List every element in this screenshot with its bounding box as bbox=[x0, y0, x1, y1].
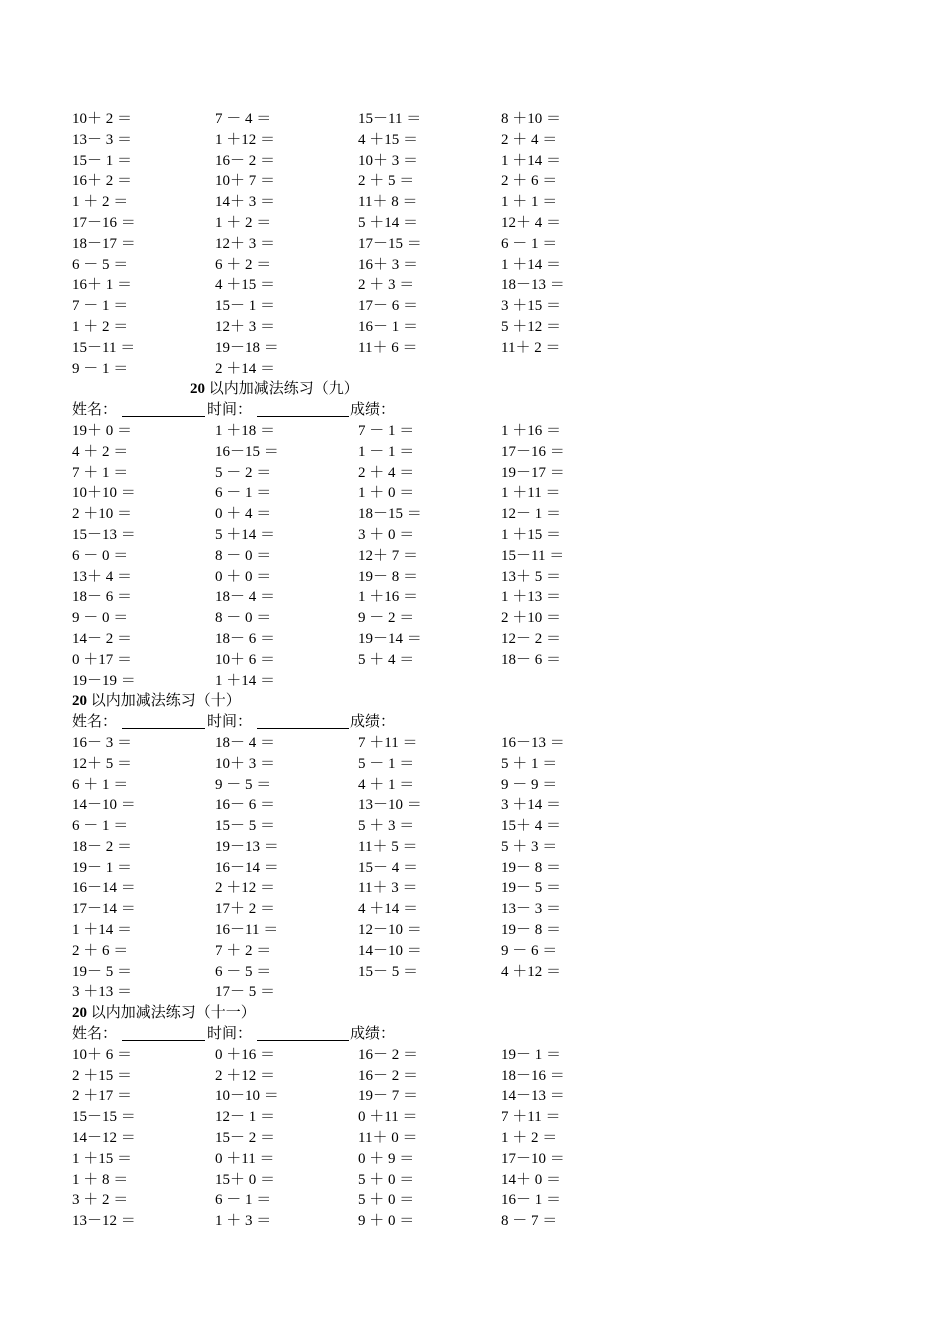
problem-cell: 15－15 ＝ bbox=[72, 1109, 136, 1126]
problem-cell: 15－ 1 ＝ bbox=[72, 152, 133, 169]
problem-row bbox=[72, 1107, 672, 1128]
problem-cell: 2 ＋12 ＝ bbox=[215, 1067, 276, 1084]
problem-cell: 2 ＋10 ＝ bbox=[72, 506, 133, 523]
problem-row bbox=[72, 130, 672, 151]
problem-row bbox=[72, 608, 672, 629]
worksheet-page bbox=[72, 109, 672, 1232]
problem-cell: 16＋ 2 ＝ bbox=[72, 173, 133, 190]
problem-cell: 19－ 5 ＝ bbox=[501, 880, 562, 897]
problem-cell: 17－16 ＝ bbox=[501, 443, 565, 460]
problem-cell: 18－16 ＝ bbox=[501, 1067, 565, 1084]
problem-cell: 5 ＋14 ＝ bbox=[215, 526, 276, 543]
problem-cell: 2 ＋17 ＝ bbox=[72, 1088, 133, 1105]
problem-cell: 1 ＋15 ＝ bbox=[501, 526, 562, 543]
exercise-title bbox=[72, 1003, 672, 1024]
time-label: 时间： bbox=[207, 1026, 253, 1043]
problem-cell: 18－ 2 ＝ bbox=[72, 838, 133, 855]
problem-cell: 15－ 4 ＝ bbox=[358, 859, 419, 876]
problem-row bbox=[72, 421, 672, 442]
problem-cell: 16＋ 3 ＝ bbox=[358, 256, 419, 273]
exercise-block-10 bbox=[72, 691, 672, 1003]
problem-cell: 1 ＋12 ＝ bbox=[215, 131, 276, 148]
problem-cell: 12＋ 7 ＝ bbox=[358, 547, 419, 564]
problem-cell: 18－ 4 ＝ bbox=[215, 734, 276, 751]
problem-row bbox=[72, 775, 672, 796]
problem-cell: 1 ＋14 ＝ bbox=[215, 672, 276, 689]
problem-cell: 7 ＋11 ＝ bbox=[358, 734, 418, 751]
problem-cell: 14－12 ＝ bbox=[72, 1130, 136, 1147]
problem-cell: 6 － 0 ＝ bbox=[72, 547, 129, 564]
problem-cell: 12＋ 3 ＝ bbox=[215, 235, 276, 252]
problem-cell: 18－ 6 ＝ bbox=[215, 630, 276, 647]
problem-row bbox=[72, 192, 672, 213]
problem-cell: 14－10 ＝ bbox=[358, 942, 422, 959]
problem-row bbox=[72, 359, 672, 380]
problem-cell: 10＋ 6 ＝ bbox=[215, 651, 276, 668]
problem-cell: 6 ＋ 2 ＝ bbox=[215, 256, 272, 273]
problem-cell: 14－13 ＝ bbox=[501, 1088, 565, 1105]
problem-cell: 17－15 ＝ bbox=[358, 235, 422, 252]
problem-cell: 2 ＋ 5 ＝ bbox=[358, 173, 415, 190]
problem-cell: 1 ＋ 2 ＝ bbox=[501, 1130, 558, 1147]
problem-cell: 19－ 1 ＝ bbox=[501, 1046, 562, 1063]
title-number: 20 bbox=[190, 381, 205, 398]
problem-cell: 16－ 6 ＝ bbox=[215, 797, 276, 814]
problem-cell: 19＋ 0 ＝ bbox=[72, 422, 133, 439]
problem-cell: 13＋ 5 ＝ bbox=[501, 568, 562, 585]
problem-cell: 19－ 7 ＝ bbox=[358, 1088, 419, 1105]
problem-cell: 11＋ 8 ＝ bbox=[358, 194, 418, 211]
problem-row bbox=[72, 858, 672, 879]
problem-row bbox=[72, 338, 672, 359]
problem-cell: 8 ＋10 ＝ bbox=[501, 111, 562, 127]
name-label: 姓名： bbox=[72, 1026, 118, 1043]
problem-cell: 5 ＋ 4 ＝ bbox=[358, 651, 415, 668]
problem-row bbox=[72, 546, 672, 567]
time-blank[interactable] bbox=[257, 1024, 349, 1041]
problem-cell: 16－ 2 ＝ bbox=[215, 152, 276, 169]
name-blank[interactable] bbox=[122, 400, 205, 417]
problem-cell: 12－ 2 ＝ bbox=[501, 630, 562, 647]
problem-cell: 1 ＋14 ＝ bbox=[501, 152, 562, 169]
problem-cell: 4 ＋15 ＝ bbox=[215, 277, 276, 294]
problem-row bbox=[72, 1128, 672, 1149]
problem-cell: 12－ 1 ＝ bbox=[215, 1109, 276, 1126]
problem-cell: 17－14 ＝ bbox=[72, 901, 136, 918]
problem-cell: 3 ＋15 ＝ bbox=[501, 298, 562, 315]
problem-cell: 18－ 6 ＝ bbox=[501, 651, 562, 668]
problem-cell: 2 ＋ 6 ＝ bbox=[501, 173, 558, 190]
problem-row bbox=[72, 587, 672, 608]
problem-cell: 9 － 5 ＝ bbox=[215, 776, 272, 793]
problem-cell: 15－ 1 ＝ bbox=[215, 298, 276, 315]
problem-cell: 17－ 5 ＝ bbox=[215, 984, 276, 1001]
problem-cell: 16－11 ＝ bbox=[215, 922, 279, 939]
exercise-title bbox=[72, 691, 672, 712]
problem-cell: 16－14 ＝ bbox=[72, 880, 136, 897]
problem-row bbox=[72, 671, 672, 692]
problem-row bbox=[72, 567, 672, 588]
problem-cell: 0 ＋17 ＝ bbox=[72, 651, 133, 668]
problem-cell: 11＋ 2 ＝ bbox=[501, 339, 561, 356]
exercise-title bbox=[72, 379, 672, 400]
title-text: 以内加减法练习（十） bbox=[90, 693, 241, 710]
problem-cell: 15－ 5 ＝ bbox=[215, 818, 276, 835]
problem-cell: 0 ＋16 ＝ bbox=[215, 1046, 276, 1063]
problem-cell: 16－13 ＝ bbox=[501, 734, 565, 751]
problem-cell: 17－16 ＝ bbox=[72, 214, 136, 231]
problem-cell: 1 ＋14 ＝ bbox=[501, 256, 562, 273]
problem-cell: 1 ＋15 ＝ bbox=[72, 1150, 133, 1167]
problem-cell: 10＋ 3 ＝ bbox=[358, 152, 419, 169]
problem-cell: 19－17 ＝ bbox=[501, 464, 565, 481]
name-blank[interactable] bbox=[122, 1024, 205, 1041]
problem-cell: 18－13 ＝ bbox=[501, 277, 565, 294]
problem-cell: 12－ 1 ＝ bbox=[501, 506, 562, 523]
problem-cell: 19－ 5 ＝ bbox=[72, 963, 133, 980]
name-label: 姓名： bbox=[72, 714, 118, 731]
problem-row bbox=[72, 941, 672, 962]
problem-cell: 2 ＋ 6 ＝ bbox=[72, 942, 129, 959]
problem-cell: 7 － 1 ＝ bbox=[358, 422, 415, 439]
problem-cell: 0 ＋11 ＝ bbox=[215, 1150, 275, 1167]
problem-cell: 2 ＋ 4 ＝ bbox=[358, 464, 415, 481]
problem-cell: 13－12 ＝ bbox=[72, 1213, 136, 1230]
problem-cell: 19－19 ＝ bbox=[72, 672, 136, 689]
problem-cell: 1 ＋ 2 ＝ bbox=[72, 318, 129, 335]
problem-cell: 16－14 ＝ bbox=[215, 859, 279, 876]
problem-row bbox=[72, 1211, 672, 1232]
problem-row bbox=[72, 442, 672, 463]
problem-cell: 9 － 1 ＝ bbox=[72, 360, 129, 377]
problem-row bbox=[72, 1045, 672, 1066]
problem-cell: 3 ＋ 0 ＝ bbox=[358, 526, 415, 543]
problem-row bbox=[72, 1149, 672, 1170]
problem-cell: 7 － 1 ＝ bbox=[72, 298, 129, 315]
problem-cell: 1 ＋ 8 ＝ bbox=[72, 1171, 129, 1188]
problem-row bbox=[72, 171, 672, 192]
problem-row bbox=[72, 816, 672, 837]
problem-cell: 16－ 3 ＝ bbox=[72, 734, 133, 751]
problem-row bbox=[72, 733, 672, 754]
problem-cell: 1 ＋18 ＝ bbox=[215, 422, 276, 439]
time-blank[interactable] bbox=[257, 400, 349, 417]
problem-cell: 5 ＋ 3 ＝ bbox=[358, 818, 415, 835]
problem-cell: 2 ＋15 ＝ bbox=[72, 1067, 133, 1084]
problem-row bbox=[72, 275, 672, 296]
problem-row bbox=[72, 317, 672, 338]
problem-cell: 10＋ 7 ＝ bbox=[215, 173, 276, 190]
problem-cell: 19－13 ＝ bbox=[215, 838, 279, 855]
problem-cell: 9 － 6 ＝ bbox=[501, 942, 558, 959]
problem-cell: 7 － 4 ＝ bbox=[215, 111, 272, 127]
problem-cell: 13－ 3 ＝ bbox=[72, 131, 133, 148]
title-number: 20 bbox=[72, 693, 87, 710]
problem-cell: 10＋ 6 ＝ bbox=[72, 1046, 133, 1063]
student-info-row bbox=[72, 400, 672, 421]
problem-cell: 1 ＋ 0 ＝ bbox=[358, 485, 415, 502]
problem-cell: 14－ 2 ＝ bbox=[72, 630, 133, 647]
problem-cell: 14＋ 3 ＝ bbox=[215, 194, 276, 211]
problem-row bbox=[72, 878, 672, 899]
problem-cell: 3 ＋ 2 ＝ bbox=[72, 1192, 129, 1209]
problem-cell: 9 － 2 ＝ bbox=[358, 610, 415, 627]
problem-cell: 1 ＋ 3 ＝ bbox=[215, 1213, 272, 1230]
problem-cell: 6 － 1 ＝ bbox=[215, 1192, 272, 1209]
problem-cell: 19－14 ＝ bbox=[358, 630, 422, 647]
problem-cell: 6 － 5 ＝ bbox=[215, 963, 272, 980]
problem-cell: 1 ＋13 ＝ bbox=[501, 589, 562, 606]
problem-cell: 2 ＋12 ＝ bbox=[215, 880, 276, 897]
problem-cell: 1 ＋11 ＝ bbox=[501, 485, 561, 502]
exercise-block-previous bbox=[72, 109, 672, 379]
problem-cell: 2 ＋14 ＝ bbox=[215, 360, 276, 377]
problem-cell: 6 － 5 ＝ bbox=[72, 256, 129, 273]
problem-cell: 7 ＋11 ＝ bbox=[501, 1109, 561, 1126]
problem-cell: 19－ 8 ＝ bbox=[501, 922, 562, 939]
time-blank[interactable] bbox=[257, 712, 349, 729]
problem-cell: 2 ＋10 ＝ bbox=[501, 610, 562, 627]
problem-row bbox=[72, 795, 672, 816]
problem-cell: 19－ 1 ＝ bbox=[72, 859, 133, 876]
problem-cell: 15－13 ＝ bbox=[72, 526, 136, 543]
problem-cell: 13＋ 4 ＝ bbox=[72, 568, 133, 585]
problem-cell: 18－17 ＝ bbox=[72, 235, 136, 252]
problem-cell: 1 ＋ 2 ＝ bbox=[72, 194, 129, 211]
problem-row bbox=[72, 109, 672, 130]
problem-cell: 0 ＋ 0 ＝ bbox=[215, 568, 272, 585]
problem-cell: 1 ＋16 ＝ bbox=[501, 422, 562, 439]
problem-cell: 9 － 9 ＝ bbox=[501, 776, 558, 793]
problem-cell: 16－15 ＝ bbox=[215, 443, 279, 460]
exercise-block-11 bbox=[72, 1003, 672, 1232]
problem-cell: 0 ＋11 ＝ bbox=[358, 1109, 418, 1126]
problem-cell: 1 ＋14 ＝ bbox=[72, 922, 133, 939]
problem-cell: 9 － 0 ＝ bbox=[72, 610, 129, 627]
problem-cell: 17＋ 2 ＝ bbox=[215, 901, 276, 918]
problem-cell: 16－ 1 ＝ bbox=[358, 318, 419, 335]
problem-cell: 12－10 ＝ bbox=[358, 922, 422, 939]
problem-row bbox=[72, 234, 672, 255]
problem-cell: 10－10 ＝ bbox=[215, 1088, 279, 1105]
exercise-block-9 bbox=[72, 379, 672, 691]
problem-cell: 11＋ 6 ＝ bbox=[358, 339, 418, 356]
problem-cell: 16＋ 1 ＝ bbox=[72, 277, 133, 294]
problem-row bbox=[72, 1086, 672, 1107]
problem-cell: 10＋ 3 ＝ bbox=[215, 755, 276, 772]
problem-cell: 15＋ 4 ＝ bbox=[501, 818, 562, 835]
problem-cell: 19－ 8 ＝ bbox=[501, 859, 562, 876]
problem-cell: 5 ＋ 1 ＝ bbox=[501, 755, 558, 772]
problem-cell: 12＋ 4 ＝ bbox=[501, 214, 562, 231]
problem-cell: 11＋ 0 ＝ bbox=[358, 1130, 418, 1147]
problem-cell: 15－ 5 ＝ bbox=[358, 963, 419, 980]
problem-cell: 0 ＋ 9 ＝ bbox=[358, 1150, 415, 1167]
problem-cell: 5 ＋14 ＝ bbox=[358, 214, 419, 231]
problem-cell: 11＋ 3 ＝ bbox=[358, 880, 418, 897]
problem-cell: 9 ＋ 0 ＝ bbox=[358, 1213, 415, 1230]
problem-cell: 19－ 8 ＝ bbox=[358, 568, 419, 585]
score-label: 成绩： bbox=[350, 1026, 396, 1043]
problem-cell: 5 ＋ 3 ＝ bbox=[501, 838, 558, 855]
problem-cell: 15－ 2 ＝ bbox=[215, 1130, 276, 1147]
problem-cell: 10＋ 2 ＝ bbox=[72, 111, 133, 127]
problem-row bbox=[72, 255, 672, 276]
problem-cell: 5 ＋ 0 ＝ bbox=[358, 1171, 415, 1188]
problem-row bbox=[72, 837, 672, 858]
problem-cell: 16－ 2 ＝ bbox=[358, 1067, 419, 1084]
problem-cell: 18－ 6 ＝ bbox=[72, 589, 133, 606]
problem-cell: 7 ＋ 1 ＝ bbox=[72, 464, 129, 481]
problem-cell: 4 ＋14 ＝ bbox=[358, 901, 419, 918]
problem-cell: 15－11 ＝ bbox=[358, 111, 422, 127]
name-label: 姓名： bbox=[72, 402, 118, 419]
problem-cell: 8 － 7 ＝ bbox=[501, 1213, 558, 1230]
problem-row bbox=[72, 463, 672, 484]
problem-row bbox=[72, 982, 672, 1003]
problem-row bbox=[72, 629, 672, 650]
problem-row bbox=[72, 525, 672, 546]
problem-row bbox=[72, 1066, 672, 1087]
problem-cell: 13－10 ＝ bbox=[358, 797, 422, 814]
problem-cell: 18－15 ＝ bbox=[358, 506, 422, 523]
title-text: 以内加减法练习（九） bbox=[208, 381, 359, 398]
problem-row bbox=[72, 483, 672, 504]
problem-cell: 13－ 3 ＝ bbox=[501, 901, 562, 918]
problem-cell: 1 ＋ 2 ＝ bbox=[215, 214, 272, 231]
problem-row bbox=[72, 213, 672, 234]
problem-cell: 12＋ 5 ＝ bbox=[72, 755, 133, 772]
problem-row bbox=[72, 754, 672, 775]
problem-cell: 16－ 2 ＝ bbox=[358, 1046, 419, 1063]
problem-cell: 5 － 1 ＝ bbox=[358, 755, 415, 772]
problem-cell: 4 ＋15 ＝ bbox=[358, 131, 419, 148]
problem-cell: 14＋ 0 ＝ bbox=[501, 1171, 562, 1188]
score-label: 成绩： bbox=[350, 714, 396, 731]
problem-row bbox=[72, 296, 672, 317]
problem-row bbox=[72, 962, 672, 983]
problem-cell: 1 － 1 ＝ bbox=[358, 443, 415, 460]
problem-cell: 4 ＋ 1 ＝ bbox=[358, 776, 415, 793]
problem-cell: 8 － 0 ＝ bbox=[215, 547, 272, 564]
problem-cell: 10＋10 ＝ bbox=[72, 485, 136, 502]
title-text: 以内加减法练习（十一） bbox=[90, 1005, 256, 1022]
problem-cell: 16－ 1 ＝ bbox=[501, 1192, 562, 1209]
title-number: 20 bbox=[72, 1005, 87, 1022]
problem-cell: 7 ＋ 2 ＝ bbox=[215, 942, 272, 959]
problem-cell: 6 ＋ 1 ＝ bbox=[72, 776, 129, 793]
problem-cell: 1 ＋16 ＝ bbox=[358, 589, 419, 606]
problem-cell: 3 ＋13 ＝ bbox=[72, 984, 133, 1001]
time-label: 时间： bbox=[207, 402, 253, 419]
student-info-row bbox=[72, 712, 672, 733]
problem-cell: 11＋ 5 ＝ bbox=[358, 838, 418, 855]
problem-cell: 5 ＋ 0 ＝ bbox=[358, 1192, 415, 1209]
problem-cell: 14－10 ＝ bbox=[72, 797, 136, 814]
problem-row bbox=[72, 920, 672, 941]
name-blank[interactable] bbox=[122, 712, 205, 729]
problem-cell: 5 － 2 ＝ bbox=[215, 464, 272, 481]
problem-cell: 18－ 4 ＝ bbox=[215, 589, 276, 606]
problem-cell: 15－11 ＝ bbox=[72, 339, 136, 356]
problem-cell: 15－11 ＝ bbox=[501, 547, 565, 564]
problem-cell: 17－10 ＝ bbox=[501, 1150, 565, 1167]
problem-row bbox=[72, 650, 672, 671]
problem-cell: 19－18 ＝ bbox=[215, 339, 279, 356]
problem-cell: 2 ＋ 3 ＝ bbox=[358, 277, 415, 294]
problem-cell: 4 ＋12 ＝ bbox=[501, 963, 562, 980]
score-label: 成绩： bbox=[350, 402, 396, 419]
problem-row bbox=[72, 1170, 672, 1191]
problem-cell: 6 － 1 ＝ bbox=[72, 818, 129, 835]
problem-row bbox=[72, 1190, 672, 1211]
problem-row bbox=[72, 899, 672, 920]
problem-row bbox=[72, 151, 672, 172]
problem-cell: 6 － 1 ＝ bbox=[215, 485, 272, 502]
problem-cell: 2 ＋ 4 ＝ bbox=[501, 131, 558, 148]
problem-cell: 1 ＋ 1 ＝ bbox=[501, 194, 558, 211]
problem-cell: 6 － 1 ＝ bbox=[501, 235, 558, 252]
problem-cell: 15＋ 0 ＝ bbox=[215, 1171, 276, 1188]
student-info-row bbox=[72, 1024, 672, 1045]
time-label: 时间： bbox=[207, 714, 253, 731]
problem-cell: 12＋ 3 ＝ bbox=[215, 318, 276, 335]
problem-cell: 5 ＋12 ＝ bbox=[501, 318, 562, 335]
problem-cell: 4 ＋ 2 ＝ bbox=[72, 443, 129, 460]
problem-cell: 17－ 6 ＝ bbox=[358, 298, 419, 315]
problem-cell: 0 ＋ 4 ＝ bbox=[215, 506, 272, 523]
problem-cell: 3 ＋14 ＝ bbox=[501, 797, 562, 814]
problem-cell: 8 － 0 ＝ bbox=[215, 610, 272, 627]
problem-row bbox=[72, 504, 672, 525]
